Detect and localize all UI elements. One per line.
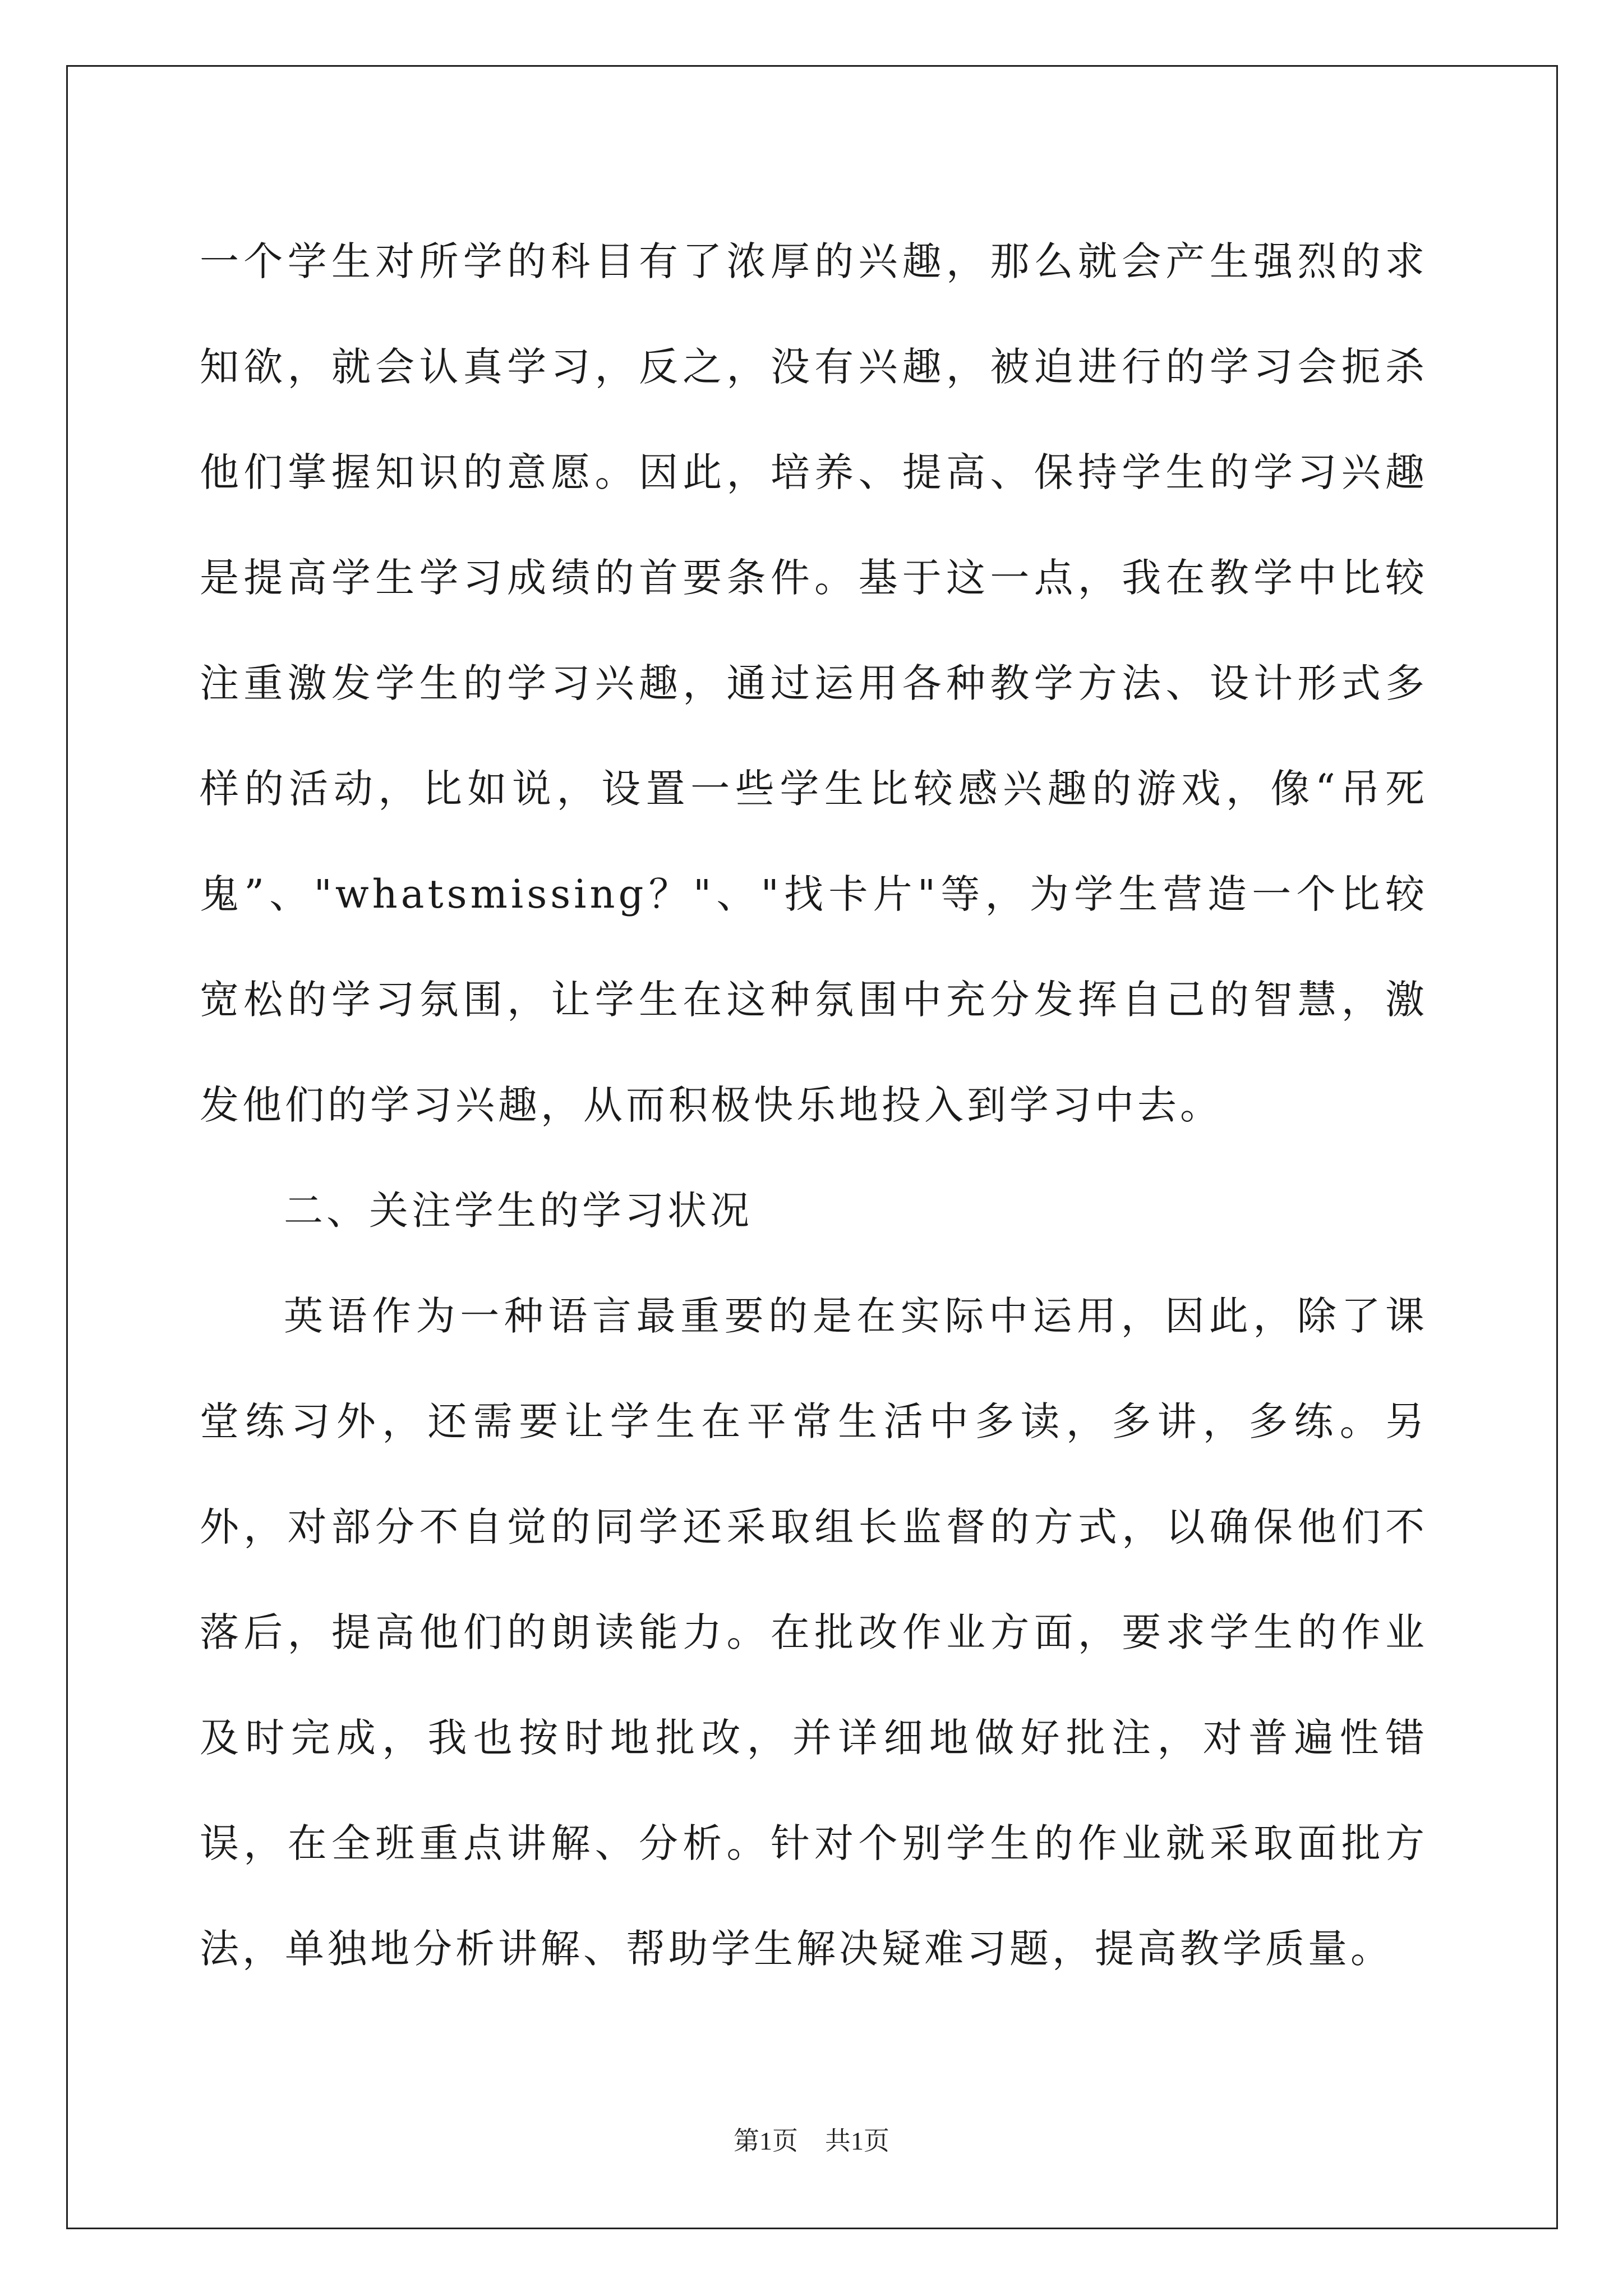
paragraph-study-status: 英语作为一种语言最重要的是在实际中运用，因此，除了课堂练习外，还需要让学生在平常生活中多读，多讲，多练。另外，对部分不自觉的同学还采取组长监督的方式，以确保他们不落后，提高他们的朗读能力。在批改作业方面，要求学生的作业及时完成，我也按时地批改，并详细地做好批注，对普遍性错误，在全班重点讲解、分析。针对个别学生的作业就采取面批方法，单独地分析讲解、帮助学生解决疑难习题，提高教学质量。 bbox=[200, 1293, 1428, 1972]
page-number: 第1页 bbox=[734, 2127, 798, 2155]
section-heading: 二、关注学生的学习状况 bbox=[284, 1188, 753, 1234]
page-total: 共1页 bbox=[825, 2127, 889, 2155]
paragraph-interest: 一个学生对所学的科目有了浓厚的兴趣，那么就会产生强烈的求知欲，就会认真学习，反之，没有兴趣，被迫进行的学习会扼杀他们掌握知识的意愿。因此，培养、提高、保持学生的学习兴趣是提高学生学习成绩的首要条件。基于这一点，我在教学中比较注重激发学生的学习兴趣，通过运用各种教学方法、设计形式多样的活动，比如说，设置一些学生比较感兴趣的游戏，像“吊死鬼”、"whatsmissing？"、"找卡片"等，为学生营造一个比较宽松的学习氛围，让学生在这种氛围中充分发挥自己的智慧，激发他们的学习兴趣，从而积极快乐地投入到学习中去。 bbox=[200, 238, 1428, 1128]
page-footer bbox=[0, 2120, 1623, 2157]
document-body bbox=[200, 209, 1428, 2001]
